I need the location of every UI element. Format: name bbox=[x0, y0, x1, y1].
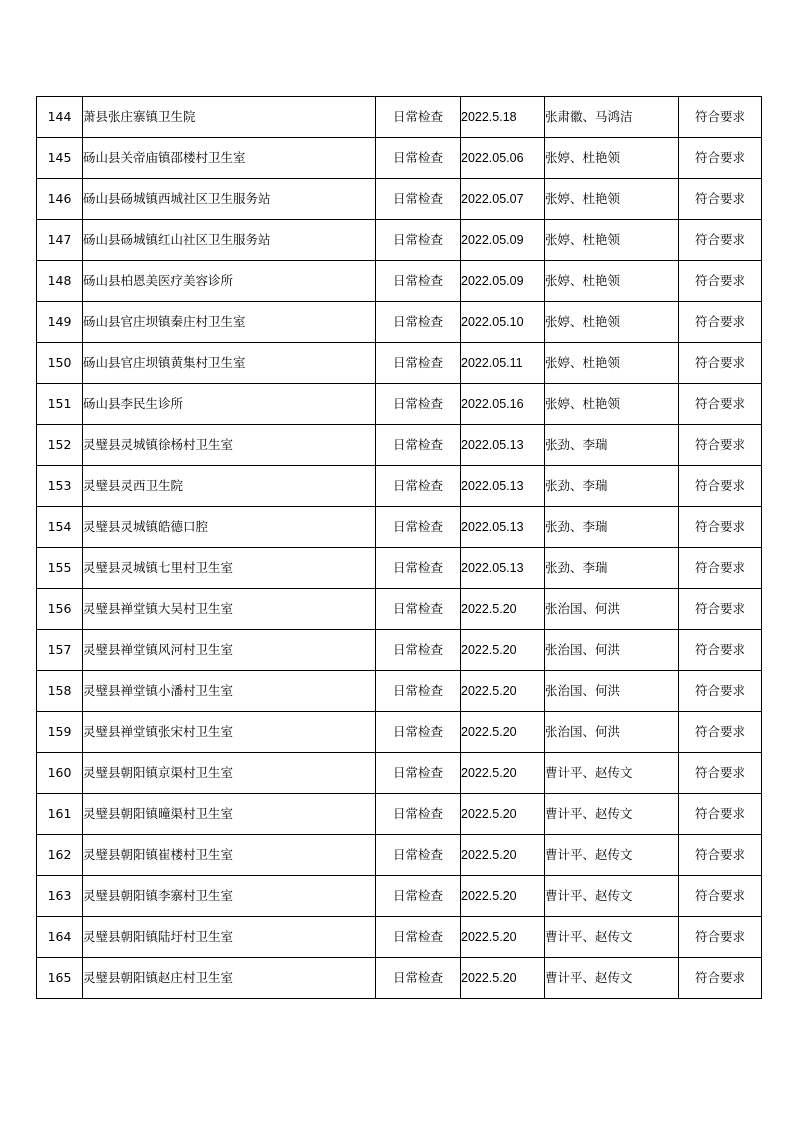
inspection-date-cell: 2022.5.20 bbox=[461, 589, 545, 630]
institution-name-cell: 灵璧县朝阳镇崔楼村卫生室 bbox=[83, 835, 376, 876]
institution-name-cell: 砀山县关帝庙镇邵楼村卫生室 bbox=[83, 138, 376, 179]
inspection-type-cell: 日常检查 bbox=[376, 343, 461, 384]
result-cell: 符合要求 bbox=[679, 179, 762, 220]
row-number-cell: 157 bbox=[37, 630, 83, 671]
inspection-type-cell: 日常检查 bbox=[376, 794, 461, 835]
inspectors-cell: 曹计平、赵传文 bbox=[545, 958, 679, 999]
row-number-cell: 165 bbox=[37, 958, 83, 999]
inspectors-cell: 张婷、杜艳领 bbox=[545, 261, 679, 302]
inspection-date-cell: 2022.5.20 bbox=[461, 917, 545, 958]
inspection-type-cell: 日常检查 bbox=[376, 630, 461, 671]
inspection-type-cell: 日常检查 bbox=[376, 712, 461, 753]
row-number-cell: 146 bbox=[37, 179, 83, 220]
result-cell: 符合要求 bbox=[679, 548, 762, 589]
result-cell: 符合要求 bbox=[679, 425, 762, 466]
row-number-cell: 164 bbox=[37, 917, 83, 958]
table-row bbox=[37, 384, 762, 425]
inspection-table bbox=[36, 96, 762, 999]
institution-name-cell: 灵璧县灵西卫生院 bbox=[83, 466, 376, 507]
result-cell: 符合要求 bbox=[679, 753, 762, 794]
result-cell: 符合要求 bbox=[679, 343, 762, 384]
table-row bbox=[37, 753, 762, 794]
row-number-cell: 151 bbox=[37, 384, 83, 425]
inspection-date-cell: 2022.05.10 bbox=[461, 302, 545, 343]
inspection-type-cell: 日常检查 bbox=[376, 589, 461, 630]
table-row bbox=[37, 343, 762, 384]
institution-name-cell: 灵璧县朝阳镇京渠村卫生室 bbox=[83, 753, 376, 794]
inspectors-cell: 张劲、李瑞 bbox=[545, 425, 679, 466]
institution-name-cell: 灵璧县禅堂镇大吴村卫生室 bbox=[83, 589, 376, 630]
row-number-cell: 162 bbox=[37, 835, 83, 876]
inspectors-cell: 曹计平、赵传文 bbox=[545, 876, 679, 917]
inspection-type-cell: 日常检查 bbox=[376, 671, 461, 712]
institution-name-cell: 砀山县砀城镇红山社区卫生服务站 bbox=[83, 220, 376, 261]
table-row bbox=[37, 589, 762, 630]
institution-name-cell: 砀山县砀城镇西城社区卫生服务站 bbox=[83, 179, 376, 220]
inspectors-cell: 曹计平、赵传文 bbox=[545, 794, 679, 835]
inspectors-cell: 曹计平、赵传文 bbox=[545, 835, 679, 876]
result-cell: 符合要求 bbox=[679, 876, 762, 917]
inspection-date-cell: 2022.5.18 bbox=[461, 97, 545, 138]
institution-name-cell: 灵璧县灵城镇皓德口腔 bbox=[83, 507, 376, 548]
inspection-date-cell: 2022.05.06 bbox=[461, 138, 545, 179]
result-cell: 符合要求 bbox=[679, 630, 762, 671]
inspection-type-cell: 日常检查 bbox=[376, 179, 461, 220]
row-number-cell: 154 bbox=[37, 507, 83, 548]
row-number-cell: 153 bbox=[37, 466, 83, 507]
institution-name-cell: 砀山县官庄坝镇黄集村卫生室 bbox=[83, 343, 376, 384]
table-row bbox=[37, 261, 762, 302]
inspection-date-cell: 2022.05.07 bbox=[461, 179, 545, 220]
institution-name-cell: 砀山县官庄坝镇秦庄村卫生室 bbox=[83, 302, 376, 343]
institution-name-cell: 灵璧县朝阳镇曈渠村卫生室 bbox=[83, 794, 376, 835]
inspectors-cell: 张婷、杜艳领 bbox=[545, 220, 679, 261]
table-row bbox=[37, 507, 762, 548]
row-number-cell: 155 bbox=[37, 548, 83, 589]
row-number-cell: 150 bbox=[37, 343, 83, 384]
table-row bbox=[37, 876, 762, 917]
table-row bbox=[37, 179, 762, 220]
table-row bbox=[37, 835, 762, 876]
inspection-type-cell: 日常检查 bbox=[376, 425, 461, 466]
row-number-cell: 156 bbox=[37, 589, 83, 630]
inspection-date-cell: 2022.05.13 bbox=[461, 466, 545, 507]
institution-name-cell: 灵璧县朝阳镇李寨村卫生室 bbox=[83, 876, 376, 917]
table-row bbox=[37, 630, 762, 671]
inspection-type-cell: 日常检查 bbox=[376, 384, 461, 425]
result-cell: 符合要求 bbox=[679, 97, 762, 138]
inspection-type-cell: 日常检查 bbox=[376, 261, 461, 302]
inspection-date-cell: 2022.5.20 bbox=[461, 794, 545, 835]
inspection-date-cell: 2022.05.13 bbox=[461, 548, 545, 589]
inspection-type-cell: 日常检查 bbox=[376, 958, 461, 999]
inspectors-cell: 张治国、何洪 bbox=[545, 712, 679, 753]
inspection-type-cell: 日常检查 bbox=[376, 835, 461, 876]
inspectors-cell: 张婷、杜艳领 bbox=[545, 384, 679, 425]
row-number-cell: 148 bbox=[37, 261, 83, 302]
row-number-cell: 163 bbox=[37, 876, 83, 917]
inspection-date-cell: 2022.5.20 bbox=[461, 630, 545, 671]
inspection-type-cell: 日常检查 bbox=[376, 917, 461, 958]
table-row bbox=[37, 97, 762, 138]
result-cell: 符合要求 bbox=[679, 671, 762, 712]
result-cell: 符合要求 bbox=[679, 794, 762, 835]
inspection-date-cell: 2022.5.20 bbox=[461, 958, 545, 999]
row-number-cell: 149 bbox=[37, 302, 83, 343]
row-number-cell: 158 bbox=[37, 671, 83, 712]
institution-name-cell: 灵璧县灵城镇七里村卫生室 bbox=[83, 548, 376, 589]
inspection-date-cell: 2022.05.16 bbox=[461, 384, 545, 425]
row-number-cell: 160 bbox=[37, 753, 83, 794]
inspectors-cell: 张治国、何洪 bbox=[545, 671, 679, 712]
institution-name-cell: 灵璧县禅堂镇张宋村卫生室 bbox=[83, 712, 376, 753]
result-cell: 符合要求 bbox=[679, 138, 762, 179]
inspection-type-cell: 日常检查 bbox=[376, 753, 461, 794]
inspection-type-cell: 日常检查 bbox=[376, 138, 461, 179]
result-cell: 符合要求 bbox=[679, 384, 762, 425]
row-number-cell: 152 bbox=[37, 425, 83, 466]
institution-name-cell: 砀山县柏恩美医疗美容诊所 bbox=[83, 261, 376, 302]
inspectors-cell: 张肃徽、马鸿洁 bbox=[545, 97, 679, 138]
institution-name-cell: 灵璧县朝阳镇陆圩村卫生室 bbox=[83, 917, 376, 958]
result-cell: 符合要求 bbox=[679, 712, 762, 753]
result-cell: 符合要求 bbox=[679, 589, 762, 630]
inspectors-cell: 张治国、何洪 bbox=[545, 630, 679, 671]
inspection-date-cell: 2022.05.13 bbox=[461, 507, 545, 548]
row-number-cell: 147 bbox=[37, 220, 83, 261]
table-body bbox=[37, 97, 762, 999]
result-cell: 符合要求 bbox=[679, 466, 762, 507]
row-number-cell: 145 bbox=[37, 138, 83, 179]
inspection-type-cell: 日常检查 bbox=[376, 302, 461, 343]
inspection-date-cell: 2022.05.11 bbox=[461, 343, 545, 384]
table-row bbox=[37, 138, 762, 179]
inspection-date-cell: 2022.5.20 bbox=[461, 671, 545, 712]
inspectors-cell: 张婷、杜艳领 bbox=[545, 302, 679, 343]
table-row bbox=[37, 548, 762, 589]
table-row bbox=[37, 466, 762, 507]
institution-name-cell: 灵璧县灵城镇徐杨村卫生室 bbox=[83, 425, 376, 466]
institution-name-cell: 砀山县李民生诊所 bbox=[83, 384, 376, 425]
inspection-type-cell: 日常检查 bbox=[376, 876, 461, 917]
inspectors-cell: 曹计平、赵传文 bbox=[545, 753, 679, 794]
result-cell: 符合要求 bbox=[679, 220, 762, 261]
table-row bbox=[37, 220, 762, 261]
row-number-cell: 144 bbox=[37, 97, 83, 138]
inspection-date-cell: 2022.05.09 bbox=[461, 220, 545, 261]
result-cell: 符合要求 bbox=[679, 261, 762, 302]
table-row bbox=[37, 712, 762, 753]
inspection-date-cell: 2022.5.20 bbox=[461, 712, 545, 753]
inspectors-cell: 张婷、杜艳领 bbox=[545, 179, 679, 220]
inspection-type-cell: 日常检查 bbox=[376, 466, 461, 507]
inspectors-cell: 张婷、杜艳领 bbox=[545, 343, 679, 384]
inspection-type-cell: 日常检查 bbox=[376, 548, 461, 589]
result-cell: 符合要求 bbox=[679, 958, 762, 999]
inspection-date-cell: 2022.5.20 bbox=[461, 835, 545, 876]
inspection-date-cell: 2022.5.20 bbox=[461, 753, 545, 794]
result-cell: 符合要求 bbox=[679, 835, 762, 876]
inspectors-cell: 张治国、何洪 bbox=[545, 589, 679, 630]
inspectors-cell: 张婷、杜艳领 bbox=[545, 138, 679, 179]
table-row bbox=[37, 794, 762, 835]
table-row bbox=[37, 917, 762, 958]
institution-name-cell: 灵璧县禅堂镇小潘村卫生室 bbox=[83, 671, 376, 712]
inspection-type-cell: 日常检查 bbox=[376, 97, 461, 138]
table-row bbox=[37, 425, 762, 466]
row-number-cell: 161 bbox=[37, 794, 83, 835]
table-row bbox=[37, 302, 762, 343]
table-row bbox=[37, 958, 762, 999]
inspection-date-cell: 2022.05.09 bbox=[461, 261, 545, 302]
inspection-date-cell: 2022.05.13 bbox=[461, 425, 545, 466]
row-number-cell: 159 bbox=[37, 712, 83, 753]
result-cell: 符合要求 bbox=[679, 302, 762, 343]
inspection-type-cell: 日常检查 bbox=[376, 507, 461, 548]
result-cell: 符合要求 bbox=[679, 917, 762, 958]
inspectors-cell: 张劲、李瑞 bbox=[545, 507, 679, 548]
inspectors-cell: 张劲、李瑞 bbox=[545, 548, 679, 589]
inspectors-cell: 张劲、李瑞 bbox=[545, 466, 679, 507]
inspectors-cell: 曹计平、赵传文 bbox=[545, 917, 679, 958]
institution-name-cell: 灵璧县朝阳镇赵庄村卫生室 bbox=[83, 958, 376, 999]
table-row bbox=[37, 671, 762, 712]
inspection-date-cell: 2022.5.20 bbox=[461, 876, 545, 917]
institution-name-cell: 灵璧县禅堂镇风河村卫生室 bbox=[83, 630, 376, 671]
result-cell: 符合要求 bbox=[679, 507, 762, 548]
inspection-type-cell: 日常检查 bbox=[376, 220, 461, 261]
institution-name-cell: 萧县张庄寨镇卫生院 bbox=[83, 97, 376, 138]
